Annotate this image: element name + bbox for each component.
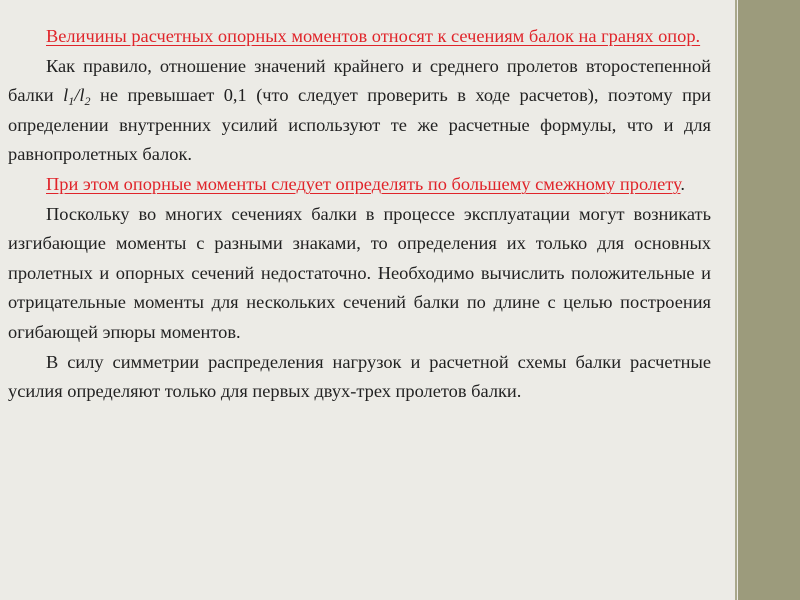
span-ratio-formula bbox=[63, 85, 91, 109]
highlighted-text-1: Величины расчетных опорных моментов относят к сечениям балок на гранях опор. bbox=[46, 26, 701, 46]
paragraph-2-end: не превышает 0,1 (что следует проверить в ходе расчетов), поэтому при определении внутренних усилий используют те же расчетные формулы, что и для равнопролетных балок. bbox=[8, 85, 711, 165]
paragraph-3 bbox=[8, 170, 711, 200]
paragraph-1 bbox=[8, 22, 711, 52]
formula-l1: l bbox=[63, 85, 69, 106]
paragraph-2-start: Как правило, отношение значений крайнего и среднего пролетов второстепенной балки bbox=[8, 55, 711, 106]
decorative-sidebar bbox=[738, 0, 800, 600]
slide-text-body bbox=[8, 22, 711, 407]
formula-sub-1: 1 bbox=[68, 94, 75, 109]
paragraph-4: Поскольку во многих сечениях балки в процессе эксплуатации могут возникать изгибающие моменты с разными знаками, то определения их только для основных пролетных и опорных сечений недостаточно. Необходимо вычислить положительные и отрицательные моменты для нескольких сечений балки по длине с целью построения огибающей эпюры моментов. bbox=[8, 203, 711, 342]
formula-sub-2: 2 bbox=[84, 94, 91, 109]
sidebar-divider bbox=[735, 0, 737, 600]
paragraph-2 bbox=[8, 52, 711, 170]
paragraph-3-period: . bbox=[680, 173, 686, 194]
formula-slash-l2: /l bbox=[74, 85, 85, 106]
paragraph-5: В силу симметрии распределения нагрузок и расчетной схемы балки расчетные усилия определяют только для первых двух-трех пролетов балки. bbox=[8, 351, 711, 402]
highlighted-text-2: При этом опорные моменты следует определять по большему смежному пролету bbox=[46, 173, 681, 194]
